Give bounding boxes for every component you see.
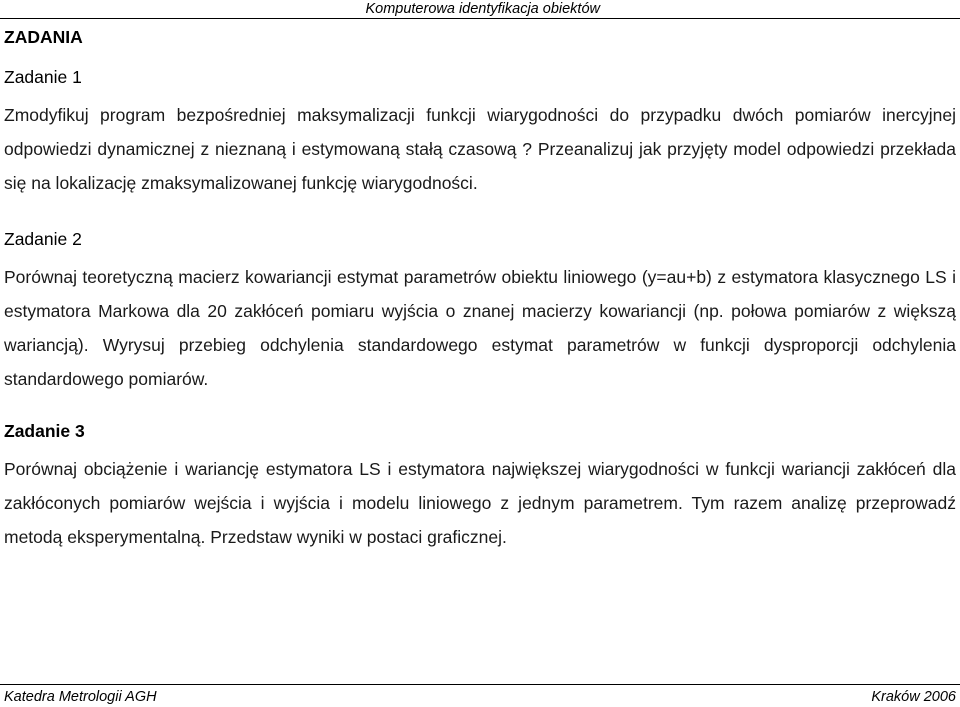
footer-rule [0,684,960,685]
task-3-heading: Zadanie 3 [4,421,85,441]
task-1-heading: Zadanie 1 [4,67,82,87]
footer-department: Katedra Metrologii AGH [4,689,157,705]
running-header: Komputerowa identyfikacja obiektów [365,1,600,17]
task-3 [4,420,956,554]
section-title: ZADANIA [4,27,83,47]
task-1-body: Zmodyfikuj program bezpośredniej maksymalizacji funkcji wiarygodności do przypadku dwóch pomiarów inercyjnej odpowiedzi dynamicznej z nieznaną i estymowaną stałą czasową ? Przeanalizuj jak przyjęty model odpowiedzi przekłada się na lokalizację zmaksymalizowanej funkcję wiarygodności. [4,105,956,193]
header-rule [0,18,960,19]
footer-place-date: Kraków 2006 [871,689,956,705]
task-2-body: Porównaj teoretyczną macierz kowariancji estymat parametrów obiektu liniowego (y=au+b) z estymatora klasycznego LS i estymatora Markowa dla 20 zakłóceń pomiaru wyjścia o znanej macierzy kowariancji (np. połowa pomiarów z większą wariancją). Wyrysuj przebieg odchylenia standardowego estymat parametrów w funkcji dysproporcji odchylenia standardowego pomiarów. [4,267,956,389]
task-2-heading: Zadanie 2 [4,229,82,249]
task-2 [4,228,956,396]
task-3-body: Porównaj obciążenie i wariancję estymatora LS i estymatora największej wiarygodności w funkcji wariancji zakłóceń dla zakłóconych pomiarów wejścia i wyjścia i modelu liniowego z jednym parametrem. Tym razem analizę przeprowadź metodą eksperymentalną. Przedstaw wyniki w postaci graficznej. [4,459,956,547]
task-1 [4,66,956,200]
